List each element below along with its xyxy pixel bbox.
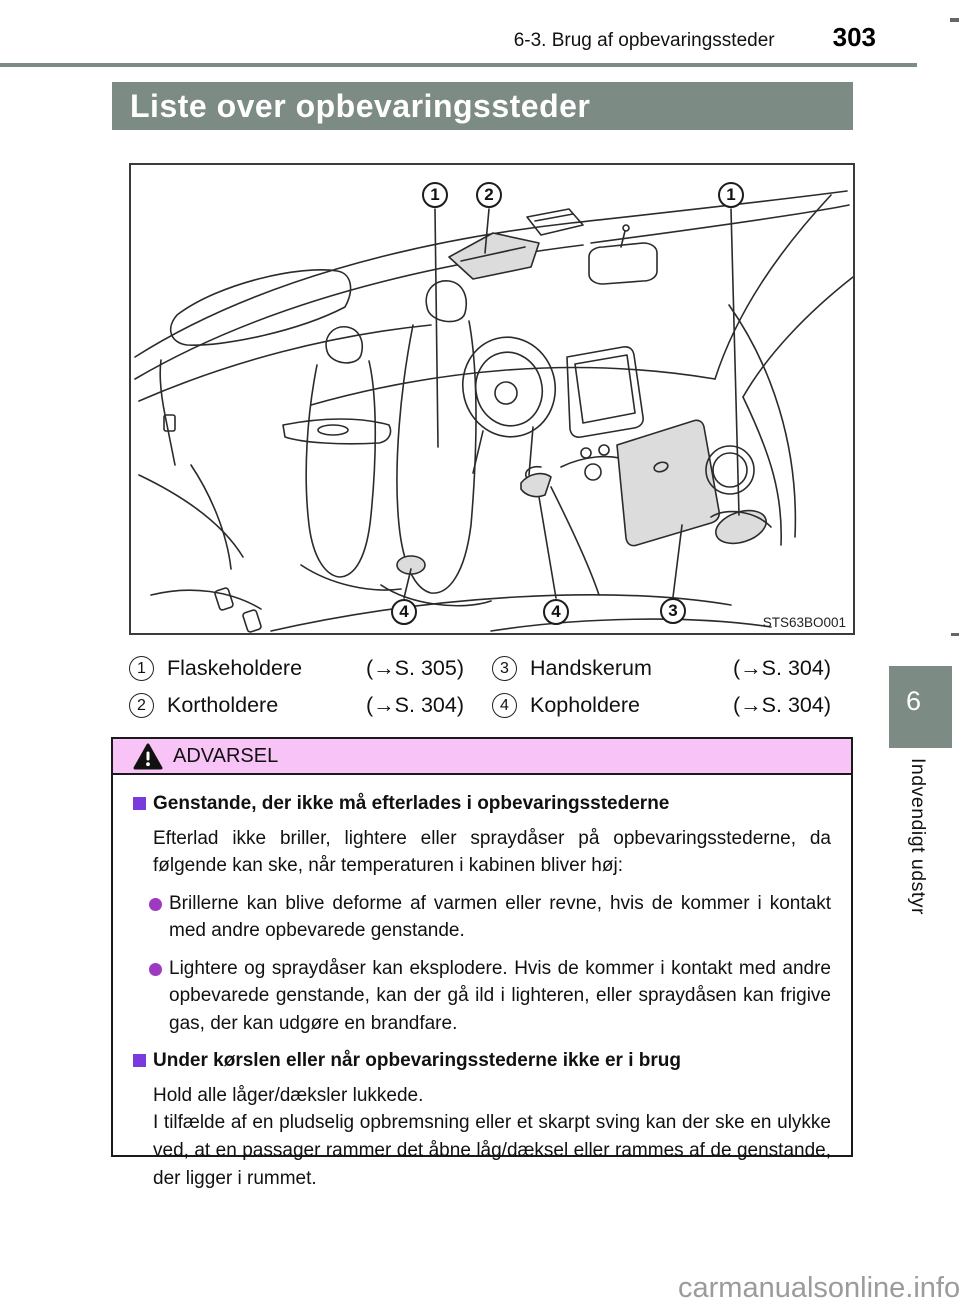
watermark: carmanualsonline.info (678, 1272, 960, 1304)
figure-box (129, 163, 855, 635)
callout-2: 2 (476, 182, 502, 208)
steering-wheel (452, 327, 565, 475)
paragraph-text: I tilfælde af en pludselig opbremsning eller et skarpt sving kan der ske en ulykke ved, at en passager rammer det åbne låg/dæksel eller rammes af de genstande, der ligger i rummet. (153, 1112, 831, 1189)
bullet-text: Brillerne kan blive deforme af varmen eller revne, hvis de kommer i kontakt med andre opbevarede genstande. (169, 892, 831, 942)
legend-page-ref: (→S. 304) (733, 656, 831, 680)
callout-1: 1 (422, 182, 448, 208)
rear-bench (139, 360, 262, 633)
legend-item-kortholdere (129, 687, 492, 724)
warning-triangle-icon (133, 743, 163, 770)
print-mark (951, 633, 959, 636)
warning-header (113, 739, 851, 775)
warning-paragraph (153, 1082, 831, 1192)
warning-bullet (149, 890, 831, 945)
legend-item-handskerum (492, 650, 855, 687)
car-interior-illustration (131, 165, 853, 633)
rearview-mirror (589, 225, 657, 284)
rear-quarter-window (171, 270, 351, 345)
warning-section-heading (133, 1047, 831, 1075)
paragraph-text: Hold alle låger/dæksler lukkede. (153, 1084, 424, 1106)
legend-page-ref: (→S. 305) (366, 656, 464, 680)
front-door-right (706, 305, 795, 549)
roof-lines (135, 191, 849, 379)
chapter-tab-label: Indvendigt udstyr (907, 758, 929, 916)
chapter-title-bar (112, 82, 853, 130)
warning-body (113, 775, 851, 1212)
section-marker-icon (133, 797, 146, 810)
legend-label: Flaskeholdere (167, 656, 303, 680)
chapter-tab (889, 666, 952, 748)
legend-number: 3 (492, 656, 517, 681)
page-number: 303 (832, 22, 876, 52)
legend-number: 4 (492, 693, 517, 718)
legend-number: 1 (129, 656, 154, 681)
warning-section-heading (133, 790, 831, 818)
page-title: Liste over opbevaringssteder (130, 87, 591, 124)
bullet-icon (149, 898, 162, 911)
section-marker-icon (133, 1054, 146, 1067)
bullet-text: Lightere og spraydåser kan eksplodere. Hvis de kommer i kontakt med andre opbevarede genstande, kan der gå ild i lighteren, eller spraydåsen kan frigive gas, der kan udgøre en brandfare. (169, 957, 831, 1034)
warning-bullet (149, 955, 831, 1038)
heading-text: Genstande, der ikke må efterlades i opbevaringsstederne (153, 793, 670, 814)
callout-3: 3 (660, 598, 686, 624)
section-title: 6-3. Brug af opbevaringssteder (513, 30, 775, 51)
legend-item-kopholdere (492, 687, 855, 724)
glove-box (617, 420, 719, 545)
callout-leader-lines (404, 209, 739, 598)
print-mark (950, 18, 959, 22)
legend-page-ref: (→S. 304) (733, 693, 831, 717)
chapter-number: 6 (906, 686, 922, 716)
callout-1-right: 1 (718, 182, 744, 208)
legend-label: Kortholdere (167, 693, 279, 717)
figure-code: STS63BO001 (762, 615, 846, 630)
header-rule (0, 63, 917, 67)
bullet-icon (149, 963, 162, 976)
storage-legend (129, 650, 855, 724)
warning-paragraph (153, 825, 831, 880)
callout-4-left: 4 (391, 599, 417, 625)
legend-page-ref: (→S. 304) (366, 693, 464, 717)
legend-item-flaskeholdere (129, 650, 492, 687)
legend-number: 2 (129, 693, 154, 718)
paragraph-text: Efterlad ikke briller, lightere eller spraydåser på opbevaringsstederne, da følgende kan ske, når temperaturen i kabinen bliver høj: (153, 827, 831, 877)
sun-visor-card-holder (449, 233, 539, 279)
callout-4-right: 4 (543, 599, 569, 625)
page-header (0, 22, 876, 53)
heading-text: Under kørslen eller når opbevaringsstederne ikke er i brug (153, 1050, 681, 1072)
warning-title: ADVARSEL (173, 744, 279, 767)
warning-box (111, 737, 853, 1189)
legend-label: Kopholdere (530, 693, 640, 717)
legend-label: Handskerum (530, 656, 652, 680)
